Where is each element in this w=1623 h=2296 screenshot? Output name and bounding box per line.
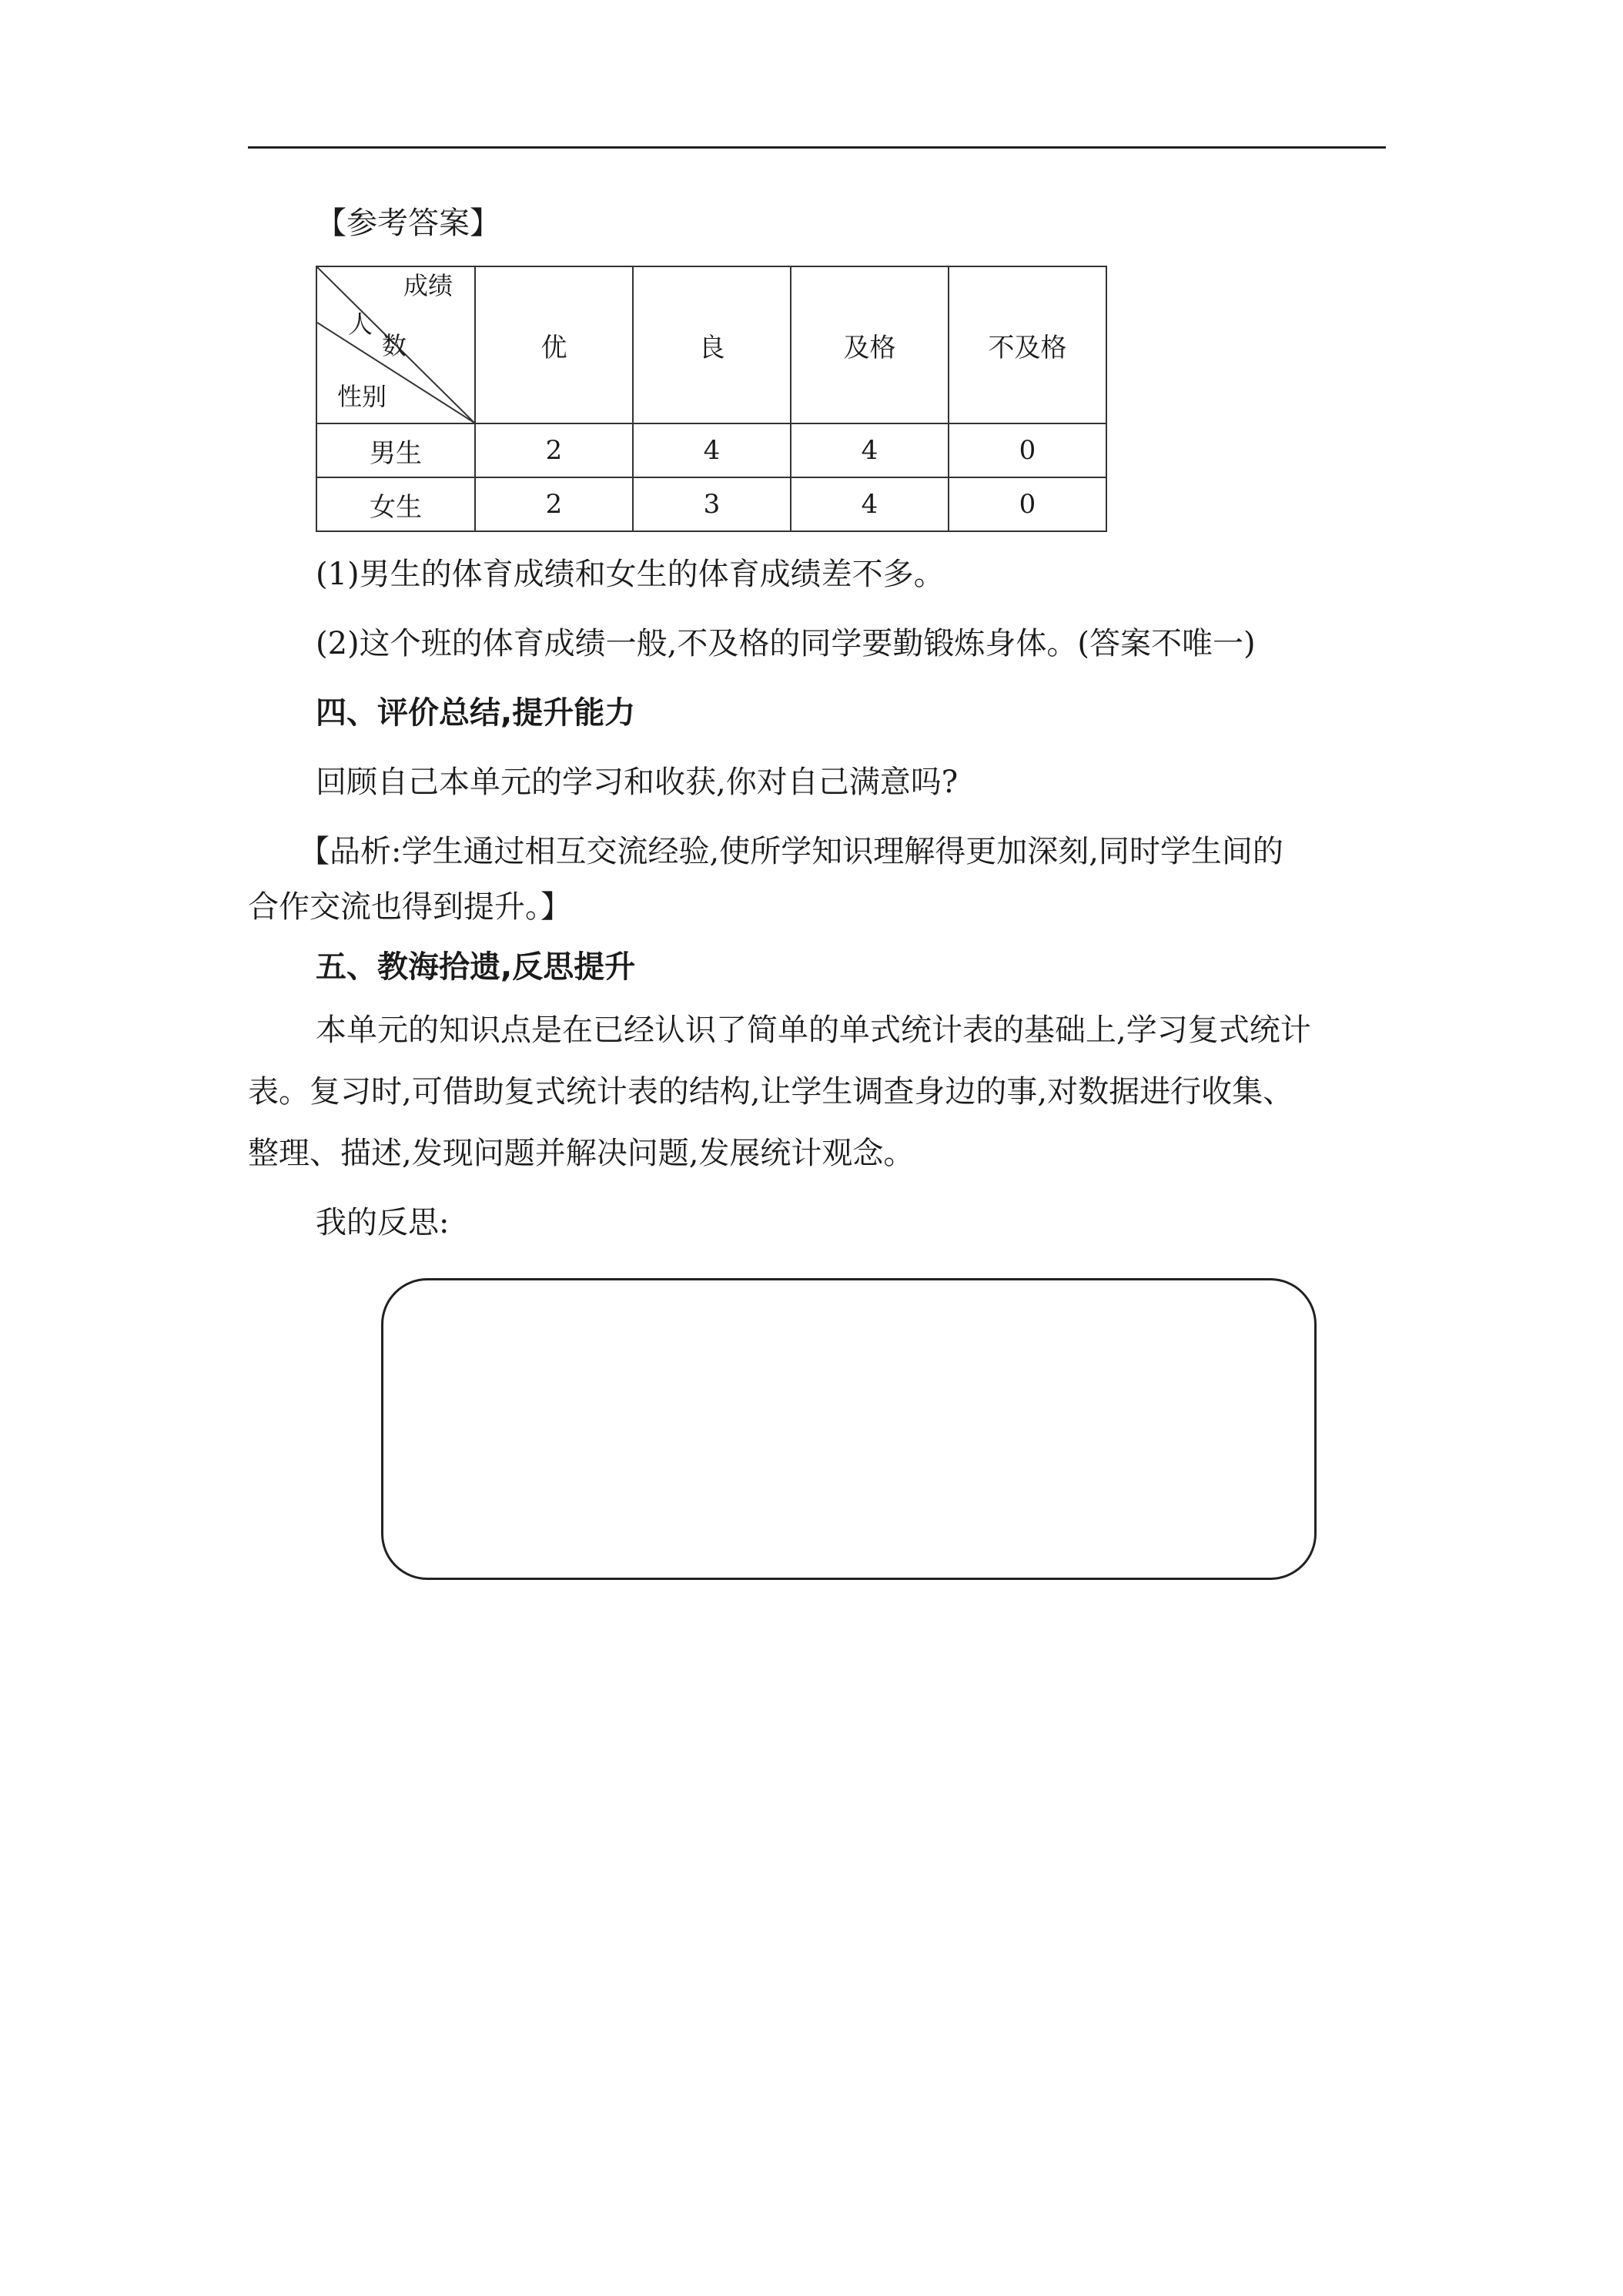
- row-label: 男生: [316, 423, 475, 477]
- column-header: 良: [633, 266, 791, 423]
- corner-label-gender: 性别: [337, 382, 387, 411]
- section5-title: 五、教海拾遗,反思提升: [316, 949, 636, 985]
- section5-para-line3: 整理、描述,发现问题并解决问题,发展统计观念。: [248, 1136, 915, 1171]
- column-header: 及格: [791, 266, 949, 423]
- section5-para-line1: 本单元的知识点是在已经认识了简单的单式统计表的基础上,学习复式统计: [316, 1012, 1311, 1048]
- section4-analysis-line2: 合作交流也得到提升。】: [248, 889, 571, 925]
- table-corner-cell: [316, 266, 475, 423]
- reflection-box[interactable]: [381, 1278, 1317, 1580]
- header-rule: [248, 146, 1386, 149]
- corner-label-score: 成绩: [403, 271, 453, 300]
- section4-analysis-line1: 【品析:学生通过相互交流经验,使所学知识理解得更加深刻,同时学生间的: [299, 834, 1283, 869]
- table-cell: 0: [949, 423, 1106, 477]
- table-cell: 2: [475, 477, 633, 531]
- column-header: 优: [475, 266, 633, 423]
- corner-label-people-b: 数: [382, 331, 407, 360]
- answer-1: (1)男生的体育成绩和女生的体育成绩差不多。: [316, 557, 945, 592]
- table-cell: 4: [791, 477, 949, 531]
- answer-heading: 【参考答案】: [316, 206, 500, 241]
- reflection-label: 我的反思:: [316, 1205, 450, 1240]
- score-table: [316, 266, 1107, 532]
- answer-2: (2)这个班的体育成绩一般,不及格的同学要勤锻炼身体。(答案不唯一): [316, 626, 1256, 661]
- table-cell: 3: [633, 477, 791, 531]
- table-row: [316, 423, 1106, 477]
- table-cell: 0: [949, 477, 1106, 531]
- row-label: 女生: [316, 477, 475, 531]
- table-cell: 2: [475, 423, 633, 477]
- section4-title: 四、评价总结,提升能力: [316, 695, 636, 731]
- section5-para-line2: 表。复习时,可借助复式统计表的结构,让学生调查身边的事,对数据进行收集、: [248, 1074, 1294, 1110]
- table-cell: 4: [791, 423, 949, 477]
- table-header-row: [316, 266, 1106, 423]
- section4-question: 回顾自己本单元的学习和收获,你对自己满意吗?: [316, 765, 959, 800]
- corner-label-people-a: 人: [348, 310, 373, 339]
- table-row: [316, 477, 1106, 531]
- column-header: 不及格: [949, 266, 1106, 423]
- table-cell: 4: [633, 423, 791, 477]
